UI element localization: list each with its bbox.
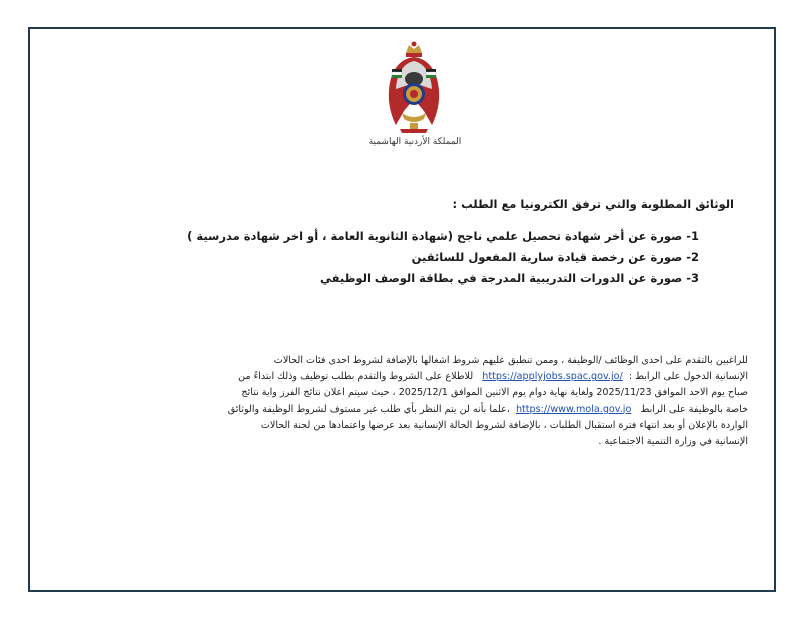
applyjobs-link[interactable]: https://applyjobs.spac.gov.jo/ <box>482 371 623 383</box>
notice-line: صباح يوم الاحد الموافق 2025/11/23 ولغاية نهاية دوام يوم الاثنين الموافق 2025/12/1 ، حيث سيتم اعلان نتائج الفرز واية نتائج <box>241 387 748 399</box>
notice-line: للراغبين بالتقدم على احدى الوظائف /الوظيفة ، وممن تنطبق عليهم شروط اشغالها بالإضافة لشروط احدى فئات الحالات <box>273 355 748 366</box>
notice-line <box>80 369 748 385</box>
list-item: 3- صورة عن الدورات التدريبية المدرجة في بطاقة الوصف الوظيفي <box>319 271 699 285</box>
mola-link[interactable]: https://www.mola.gov.jo <box>515 403 632 415</box>
document-frame <box>28 27 776 592</box>
notice-line <box>80 402 748 418</box>
list-item: 1- صورة عن أخر شهادة تحصيل علمي ناجح (شهادة الثانوية العامة ، أو اخر شهادة مدرسية ) <box>187 229 699 243</box>
jordan-royal-coat-of-arms-icon <box>382 39 446 137</box>
list-item: 2- صورة عن رخصة قيادة سارية المفعول للسائقين <box>411 250 699 264</box>
application-notice <box>80 353 748 450</box>
notice-text: للاطلاع على الشروط والتقدم بطلب توظيف وذلك ابتداءً من <box>238 371 474 383</box>
notice-line: الإنسانية في وزارة التنمية الاجتماعية . <box>598 436 748 448</box>
notice-text: خاصة بالوظيفة على الرابط <box>640 403 748 415</box>
kingdom-name-caption: المملكة الأردنية الهاشمية <box>368 137 462 147</box>
notice-line: الواردة بالإعلان أو بعد انتهاء فترة استقبال الطلبات ، بالإضافة لشروط الحالة الإنسانية بعد عرضها واعتمادها من لجنة الحالات <box>260 419 748 431</box>
notice-text: ،علما بأنه لن يتم النظر بأي طلب غير مستوف لشروط الوظيفة والوثائق <box>227 403 510 415</box>
required-documents-list <box>187 226 699 289</box>
notice-text: الإنسانية الدخول على الرابط : <box>628 371 748 383</box>
required-documents-heading: الوثائق المطلوبة والتي ترفق الكترونيا مع الطلب : <box>452 197 734 211</box>
